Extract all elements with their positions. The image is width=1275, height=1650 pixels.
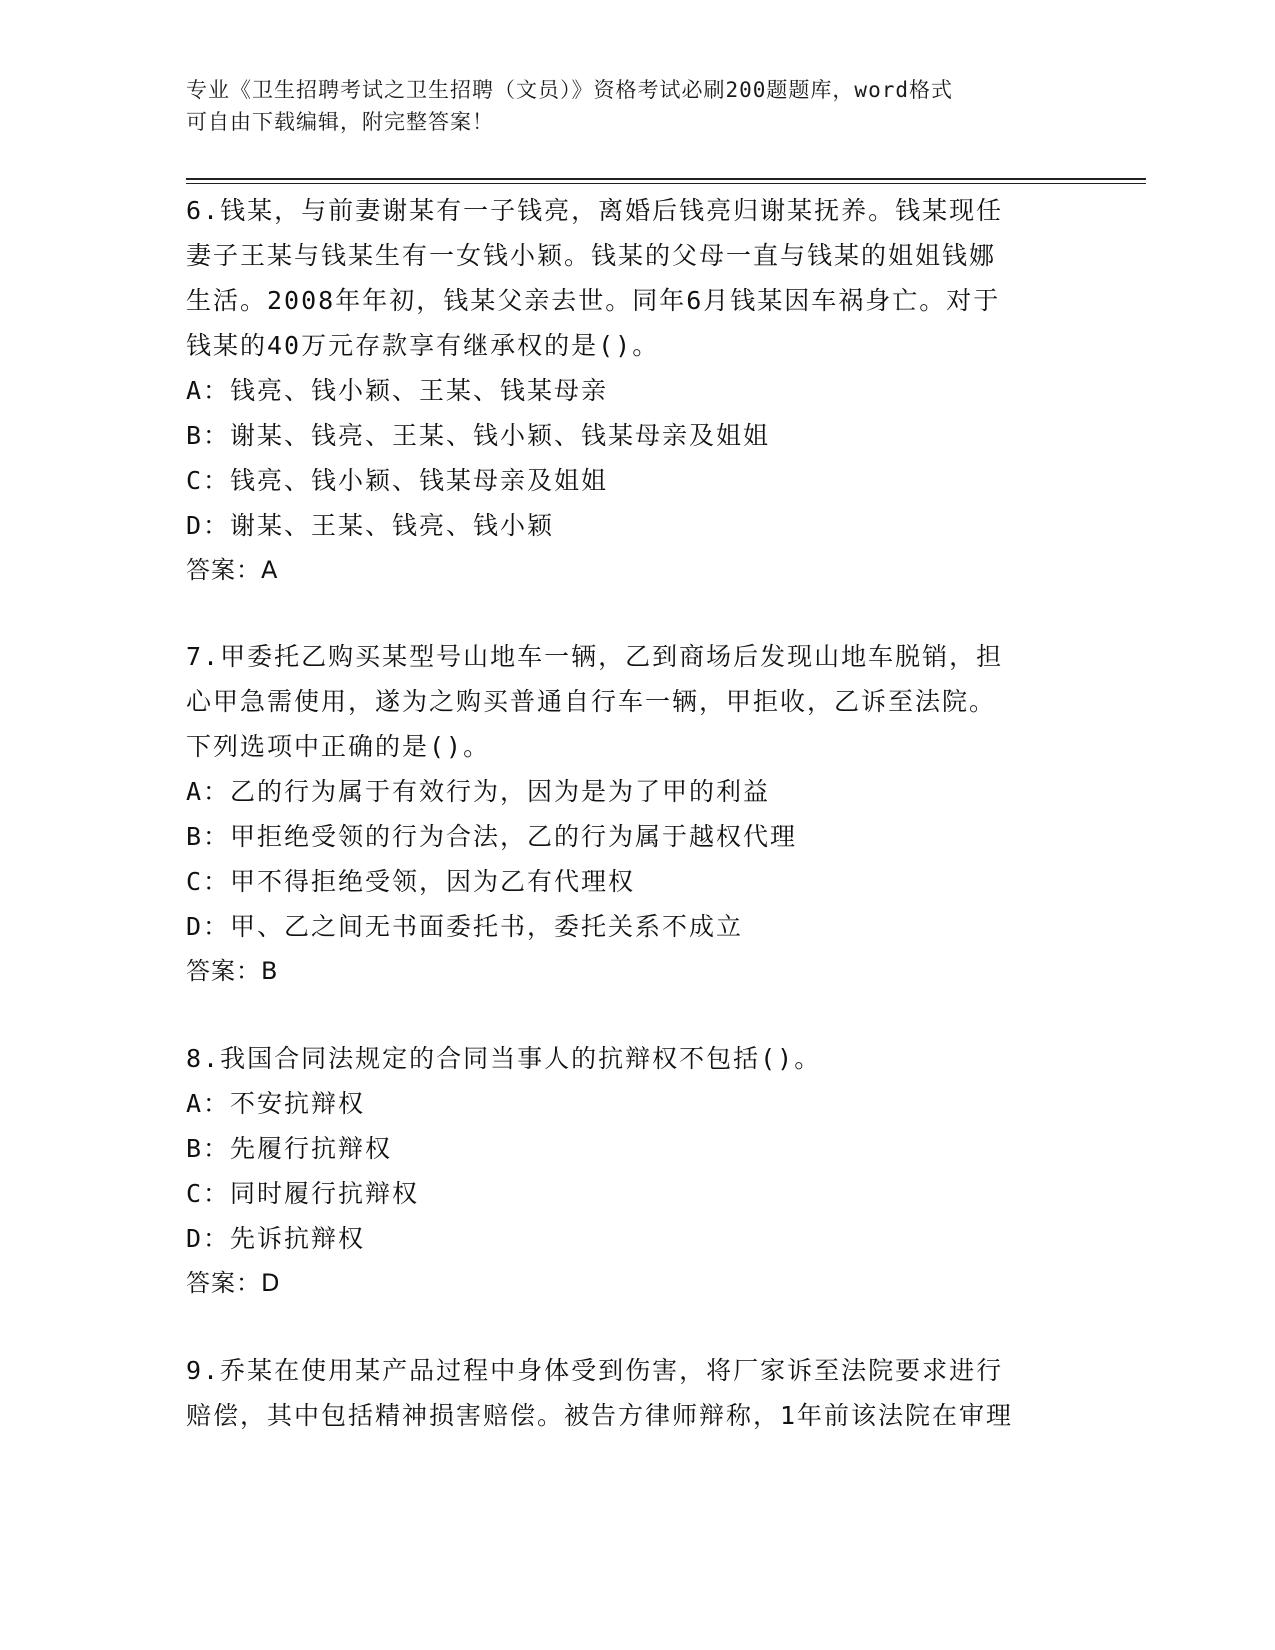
header-divider-thick bbox=[186, 178, 1146, 180]
option-a: A：不安抗辩权 bbox=[186, 1089, 366, 1118]
question-text-line: 钱某的40万元存款享有继承权的是()。 bbox=[186, 331, 660, 360]
question-7 bbox=[186, 634, 1086, 994]
question-text-line: 生活。2008年年初，钱某父亲去世。同年6月钱某因车祸身亡。对于 bbox=[186, 286, 1001, 315]
answer: 答案：A bbox=[186, 556, 279, 584]
option-d: D：谢某、王某、钱亮、钱小颖 bbox=[186, 511, 555, 540]
option-c: C：甲不得拒绝受领，因为乙有代理权 bbox=[186, 867, 636, 896]
question-6 bbox=[186, 188, 1086, 593]
option-c: C：钱亮、钱小颖、钱某母亲及姐姐 bbox=[186, 466, 609, 495]
question-9 bbox=[186, 1348, 1086, 1438]
question-text-line: 7.甲委托乙购买某型号山地车一辆，乙到商场后发现山地车脱销，担 bbox=[186, 642, 1004, 671]
question-text-line: 下列选项中正确的是()。 bbox=[186, 732, 491, 761]
header-line-1: 专业《卫生招聘考试之卫生招聘（文员）》资格考试必刷200题题库，word格式 bbox=[186, 78, 953, 102]
answer: 答案：B bbox=[186, 957, 279, 985]
option-d: D：甲、乙之间无书面委托书，委托关系不成立 bbox=[186, 912, 744, 941]
option-c: C：同时履行抗辩权 bbox=[186, 1179, 420, 1208]
option-b: B：甲拒绝受领的行为合法，乙的行为属于越权代理 bbox=[186, 822, 798, 851]
question-text-line: 8.我国合同法规定的合同当事人的抗辩权不包括()。 bbox=[186, 1044, 822, 1073]
option-b: B：先履行抗辩权 bbox=[186, 1134, 393, 1163]
option-a: A：钱亮、钱小颖、王某、钱某母亲 bbox=[186, 376, 609, 405]
question-8 bbox=[186, 1036, 1086, 1306]
question-text-line: 9.乔某在使用某产品过程中身体受到伤害，将厂家诉至法院要求进行 bbox=[186, 1356, 1004, 1385]
question-text-line: 心甲急需使用，遂为之购买普通自行车一辆，甲拒收，乙诉至法院。 bbox=[186, 687, 997, 716]
document-header bbox=[186, 74, 1066, 138]
question-text-line: 妻子王某与钱某生有一女钱小颖。钱某的父母一直与钱某的姐姐钱娜 bbox=[186, 241, 997, 270]
question-text-line: 6.钱某，与前妻谢某有一子钱亮，离婚后钱亮归谢某抚养。钱某现任 bbox=[186, 196, 1004, 225]
option-b: B：谢某、钱亮、王某、钱小颖、钱某母亲及姐姐 bbox=[186, 421, 771, 450]
option-d: D：先诉抗辩权 bbox=[186, 1224, 366, 1253]
header-divider-thin bbox=[186, 183, 1146, 184]
header-line-2: 可自由下载编辑，附完整答案！ bbox=[186, 110, 494, 134]
question-text-line: 赔偿，其中包括精神损害赔偿。被告方律师辩称，1年前该法院在审理 bbox=[186, 1401, 1014, 1430]
answer: 答案：D bbox=[186, 1269, 281, 1297]
option-a: A：乙的行为属于有效行为，因为是为了甲的利益 bbox=[186, 777, 771, 806]
